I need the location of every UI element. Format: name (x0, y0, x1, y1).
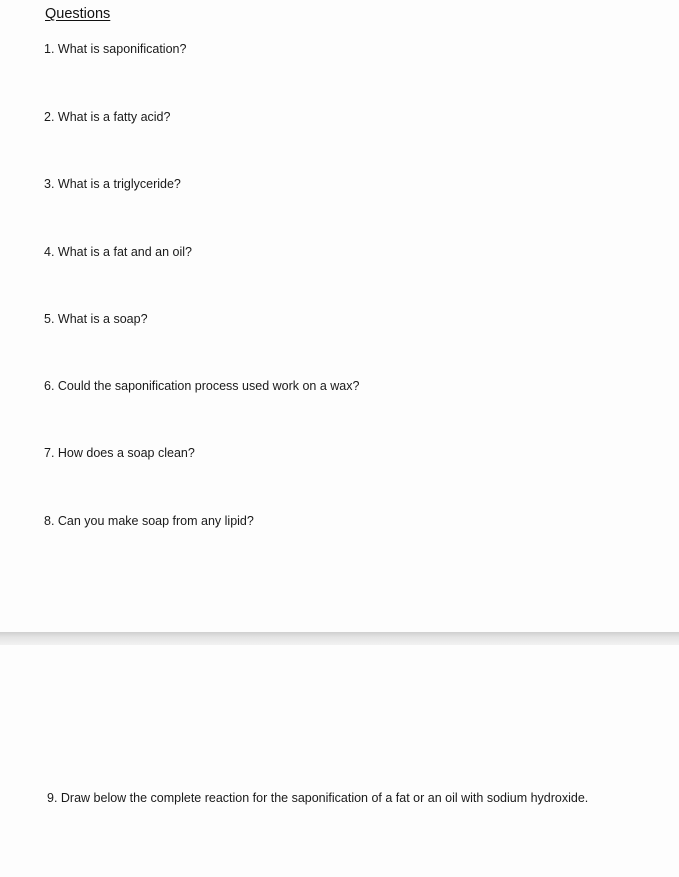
question-8: 8. Can you make soap from any lipid? (44, 514, 254, 528)
question-1: 1. What is saponification? (44, 42, 187, 56)
questions-heading: Questions (45, 6, 111, 22)
question-3: 3. What is a triglyceride? (44, 177, 181, 191)
question-6: 6. Could the saponification process used work on a wax? (44, 379, 360, 393)
question-5: 5. What is a soap? (44, 312, 148, 326)
question-7: 7. How does a soap clean? (44, 446, 195, 460)
page-separator (0, 632, 679, 645)
question-2: 2. What is a fatty acid? (44, 110, 171, 124)
question-4: 4. What is a fat and an oil? (44, 245, 193, 259)
page-two (0, 645, 679, 877)
question-9: 9. Draw below the complete reaction for the saponification of a fat or an oil with sodium hydroxide. (47, 791, 589, 805)
